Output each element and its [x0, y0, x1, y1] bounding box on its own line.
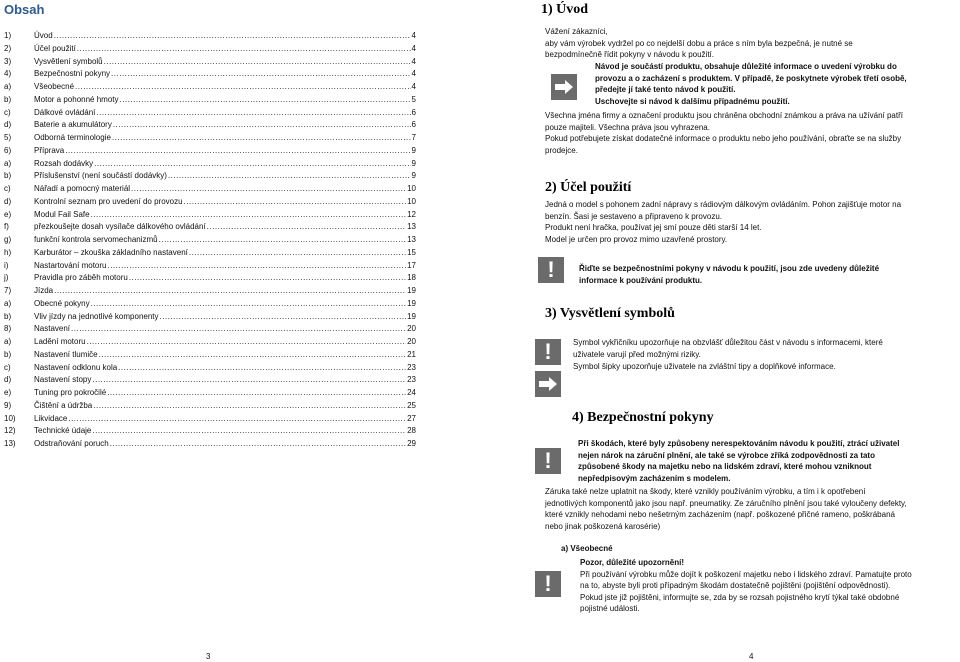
toc-entry-number: d)	[4, 120, 12, 130]
toc-entry-number: 5)	[4, 133, 12, 142]
section-1-intro	[545, 26, 955, 61]
toc-entry-title: Příslušenství (není součástí dodávky)	[34, 171, 167, 181]
toc-entry-page: 20	[407, 337, 416, 346]
toc-entry[interactable]	[4, 170, 416, 183]
toc-entry-page: 9	[411, 145, 416, 155]
toc-leader-dots	[87, 336, 407, 349]
toc-entry[interactable]	[4, 400, 416, 413]
toc-leader-dots	[207, 221, 406, 234]
toc-entry-page: 19	[407, 298, 416, 308]
toc-entry-page: 12	[407, 209, 416, 219]
toc-entry-title: Dálkové ovládání	[34, 107, 96, 117]
toc-entry-page: 29	[407, 439, 416, 448]
toc-entry-number: 8)	[4, 324, 12, 334]
toc-entry[interactable]	[4, 94, 416, 107]
toc-entry-page: 20	[407, 324, 416, 334]
toc-leader-dots	[104, 56, 411, 69]
toc-leader-dots	[75, 81, 411, 94]
section-2-warning	[579, 263, 949, 286]
exclamation-icon: !	[535, 339, 561, 365]
text-line: Jedná o model s pohonem zadní nápravy s rádiovým dálkovým ovládáním. Pohon zajišťuje motor na	[545, 200, 902, 209]
toc-entry-number: 3)	[4, 56, 12, 66]
toc-entry-number: 10)	[4, 413, 16, 423]
left-page	[0, 0, 430, 662]
section-3-title: 3) Vysvětlení symbolů	[545, 306, 675, 321]
toc-entry-page: 9	[411, 158, 416, 168]
toc-entry-title: Tuning pro pokročilé	[34, 388, 107, 397]
toc-entry[interactable]	[4, 247, 416, 260]
toc-entry-page: 13	[407, 222, 416, 232]
toc-leader-dots	[120, 94, 411, 107]
toc-entry[interactable]	[4, 158, 416, 171]
toc-entry[interactable]	[4, 68, 416, 81]
toc-entry-page: 28	[407, 426, 416, 436]
toc-leader-dots	[189, 247, 406, 260]
page-number-right: 4	[749, 652, 754, 661]
toc-entry-number: 2)	[4, 43, 12, 53]
toc-entry-number: j)	[4, 273, 9, 283]
toc-entry[interactable]	[4, 323, 416, 336]
text-line: Vážení zákazníci,	[545, 27, 608, 36]
toc-entry-page: 4	[411, 43, 416, 53]
toc-leader-dots	[54, 30, 411, 43]
text-line: pouze majiteli. Všechna práva jsou vyhrazena.	[545, 122, 710, 132]
arrow-right-icon	[551, 74, 577, 100]
toc-entry-page: 23	[407, 375, 416, 385]
toc-entry[interactable]	[4, 311, 416, 324]
toc-entry-number: c)	[4, 362, 11, 372]
toc-entry-page: 4	[411, 56, 416, 66]
text-line: předejte jí také tento návod k použití.	[595, 85, 736, 95]
section-3-exclamation-text	[573, 337, 953, 360]
toc-entry-title: Kontrolní seznam pro uvedení do provozu	[34, 196, 183, 206]
toc-leader-dots	[65, 145, 410, 158]
text-line: jednotlivých komponentů jako jsou např. pneumatiky. Ze záručního plnění jsou také vyloučeny defekty,	[545, 498, 907, 508]
toc-leader-dots	[110, 438, 406, 451]
exclamation-icon: !	[535, 448, 561, 474]
text-line: nejen nárok na záruční plnění, ale také se výrobce zříká zodpovědnosti za tato	[578, 450, 875, 460]
section-3-arrow-text: Symbol šipky upozorňuje uživatele na zvláštní tipy a doplňkové informace.	[573, 362, 836, 371]
toc-entry-title: Bezpečnostní pokyny	[34, 69, 111, 79]
toc-entry-number: a)	[4, 82, 12, 91]
toc-entry-number: 6)	[4, 145, 12, 155]
toc-entry[interactable]	[4, 56, 416, 69]
toc-entry-title: Nastavení odklonu kola	[34, 362, 118, 372]
toc-entry-title: Nastavení stopy	[34, 375, 92, 385]
toc-entry-page: 5	[411, 94, 416, 104]
arrow-right-icon	[535, 371, 561, 397]
toc-leader-dots	[184, 196, 407, 209]
text-line: nebo jinak poškozená karosérie)	[545, 521, 661, 531]
section-2-body	[545, 199, 955, 245]
toc-entry-number: 13)	[4, 439, 16, 448]
section-2-title: 2) Účel použití	[545, 180, 632, 195]
toc-entry-number: d)	[4, 196, 12, 206]
toc-leader-dots	[91, 298, 407, 311]
text-line: uživatele varují před možnými riziky.	[573, 349, 701, 359]
text-line: Všechna jména firmy a označení produktu jsou chráněna obchodní známkou a práva na užívání patří	[545, 111, 903, 120]
toc-entry-title: Vysvětlení symbolů	[34, 56, 103, 66]
text-line: které vznikly nehodami nebo nešetrným zacházením (např. poškozené přičné rameno, poškrábaná	[545, 510, 895, 520]
toc-leader-dots	[71, 323, 406, 336]
toc-entry-page: 4	[411, 31, 416, 40]
toc-entry-title: Nářadí a pomocný materiál	[34, 184, 131, 193]
toc-entry-title: Všeobecné	[34, 82, 75, 91]
toc-entry[interactable]	[4, 209, 416, 222]
toc-entry[interactable]	[4, 298, 416, 311]
text-line: způsobené škody na majetku nebo na lidském zdraví, které mohou vzniknout	[578, 462, 872, 472]
toc-entry-page: 15	[407, 247, 416, 257]
toc-entry-number: 7)	[4, 286, 12, 295]
toc-entry-title: Baterie a akumulátory	[34, 120, 112, 130]
toc-entry[interactable]	[4, 132, 416, 145]
toc-entry-page: 19	[407, 286, 416, 295]
toc-entry-title: Nastavení	[34, 324, 71, 334]
toc-entry-title: Příprava	[34, 145, 65, 155]
text-line: Symbol vykřičníku upozorňuje na obzvlášť důležitou část v návodu s informacemi, které	[573, 338, 883, 347]
text-line: provozu a o zacházení s produktem. V případě, že poskytnete výrobek třetí osobě,	[595, 73, 907, 83]
toc-entry-number: b)	[4, 349, 12, 359]
toc-entry-page: 7	[411, 133, 416, 142]
right-page	[480, 0, 960, 662]
toc-entry[interactable]	[4, 30, 416, 43]
toc-entry-title: Odstraňování poruch	[34, 439, 109, 448]
toc-entry-title: Motor a pohonné hmoty	[34, 94, 119, 104]
toc-entry-page: 18	[407, 273, 416, 283]
toc-entry-title: Karburátor – zkouška základního nastavení	[34, 247, 188, 257]
toc-leader-dots	[131, 183, 406, 196]
toc-entry-title: funkční kontrola servomechanizmů	[34, 235, 158, 244]
toc-entry-number: f)	[4, 222, 9, 232]
toc-entry-page: 21	[407, 349, 416, 359]
toc-entry-number: 4)	[4, 69, 12, 79]
toc-entry-number: i)	[4, 260, 9, 270]
toc-leader-dots	[92, 425, 406, 438]
toc-entry[interactable]	[4, 221, 416, 234]
toc-entry-number: a)	[4, 298, 12, 308]
text-line: Při škodách, které byly způsobeny nerespektováním návodu k použití, ztrácí uživatel	[578, 439, 900, 448]
toc-entry-number: h)	[4, 247, 12, 257]
toc-entry[interactable]	[4, 438, 416, 451]
text-line: Uschovejte si návod k dalšímu případnému použití.	[595, 96, 790, 106]
toc-entry[interactable]	[4, 285, 416, 298]
toc-entry-page: 4	[411, 82, 416, 91]
toc-entry-title: Účel použití	[34, 43, 76, 53]
toc-entry-number: c)	[4, 107, 11, 117]
toc-leader-dots	[96, 107, 410, 120]
section-4a-label: a) Všeobecné	[561, 544, 613, 553]
toc-entry-number: b)	[4, 311, 12, 321]
toc-entry-page: 4	[411, 69, 416, 79]
toc-entry-page: 10	[407, 196, 416, 206]
toc-entry[interactable]	[4, 234, 416, 247]
toc-entry-title: Odborná terminologie	[34, 133, 111, 142]
toc-entry-page: 9	[411, 171, 416, 181]
toc-entry-title: přezkoušejte dosah vysílače dálkového ovládání	[34, 222, 206, 232]
toc-entry[interactable]	[4, 413, 416, 426]
toc-entry-page: 25	[407, 400, 416, 410]
toc-leader-dots	[99, 349, 407, 362]
text-line: prodejce.	[545, 145, 578, 155]
text-line: benzín. Šasi je sestaveno a připraveno k provozu.	[545, 211, 722, 221]
toc-entry[interactable]	[4, 43, 416, 56]
toc-entry[interactable]	[4, 374, 416, 387]
toc-entry-number: a)	[4, 158, 12, 168]
toc-entry-number: 12)	[4, 426, 16, 436]
toc-entry-number: 9)	[4, 400, 12, 410]
section-1-note	[595, 61, 955, 107]
toc-entry-title: Modul Fail Safe	[34, 209, 90, 219]
text-line: informace k používání produktu.	[579, 275, 703, 285]
toc-entry-title: Čištění a údržba	[34, 400, 93, 410]
toc-entry-title: Technické údaje	[34, 426, 92, 436]
text-line: Model je určen pro provoz mimo uzavřené prostory.	[545, 234, 728, 244]
toc-entry-title: Úvod	[34, 31, 53, 40]
toc-leader-dots	[54, 285, 406, 298]
toc-entry-page: 23	[407, 362, 416, 372]
toc-leader-dots	[111, 68, 411, 81]
toc-leader-dots	[68, 413, 406, 426]
toc-leader-dots	[93, 400, 406, 413]
toc-entry-title: Vliv jízdy na jednotlivé komponenty	[34, 311, 159, 321]
text-line: Při používání výrobku může dojít k poškození majetku nebo i lidského zdraví. Pamatujte proto	[580, 569, 912, 579]
toc-entry-number: c)	[4, 184, 11, 193]
toc-leader-dots	[107, 260, 406, 273]
text-line: na to, abyste byli proti případným škodám dostatečně pojištěni (pojištění odpovědnosti).	[580, 581, 891, 591]
section-4-title: 4) Bezpečnostní pokyny	[572, 410, 714, 425]
toc-leader-dots	[91, 209, 407, 222]
toc-entry-number: a)	[4, 337, 12, 346]
exclamation-icon: !	[538, 257, 564, 283]
toc-entry-title: Nastavení tlumiče	[34, 349, 98, 359]
toc-leader-dots	[168, 170, 411, 183]
toc-entry-page: 19	[407, 311, 416, 321]
section-4-body	[545, 486, 957, 532]
text-line: Pokud potřebujete získat dodatečné informace o produktu nebo jeho používání, obraťte se na služby	[545, 134, 902, 144]
toc-entry[interactable]	[4, 260, 416, 273]
toc-entry-page: 13	[407, 235, 416, 244]
toc-leader-dots	[113, 119, 411, 132]
section-4a-title: Pozor, důležité upozornění!	[580, 558, 684, 567]
text-line: pojistné události.	[580, 604, 640, 614]
toc-title: Obsah	[4, 2, 45, 17]
toc-entry[interactable]	[4, 119, 416, 132]
text-line: Řiďte se bezpečnostními pokyny v návodu k použití, jsou zde uvedeny důležité	[579, 264, 880, 273]
table-of-contents	[4, 30, 416, 451]
toc-entry[interactable]	[4, 336, 416, 349]
toc-leader-dots	[129, 272, 406, 285]
toc-entry-title: Pravidla pro záběh motoru	[34, 273, 128, 283]
text-line: nepředpisovým zacházením s modelem.	[578, 473, 731, 483]
toc-leader-dots	[77, 43, 411, 56]
text-line: aby vám výrobek vydržel po co nejdelší dobu a práce s ním byla bezpečná, je nutné se	[545, 38, 853, 48]
toc-entry[interactable]	[4, 196, 416, 209]
toc-entry-number: b)	[4, 94, 12, 104]
toc-entry-page: 6	[411, 107, 416, 117]
section-4a-content	[580, 557, 955, 615]
toc-entry-title: Ladění motoru	[34, 337, 86, 346]
toc-leader-dots	[160, 311, 407, 324]
toc-entry-page: 17	[407, 260, 416, 270]
toc-entry-title: Obecné pokyny	[34, 298, 90, 308]
text-line: Záruka také nelze uplatnit na škody, které vznikly používáním výrobku, a tím i k opotřebení	[545, 487, 866, 496]
toc-entry-title: Nastartování motoru	[34, 260, 107, 270]
toc-entry-title: Likvidace	[34, 413, 68, 423]
toc-entry[interactable]	[4, 272, 416, 285]
toc-entry[interactable]	[4, 81, 416, 94]
toc-entry[interactable]	[4, 145, 416, 158]
toc-leader-dots	[159, 234, 406, 247]
text-line: Produkt není hračka, používat jej smí pouze děti starší 14 let.	[545, 223, 762, 233]
toc-entry[interactable]	[4, 183, 416, 196]
toc-entry-number: e)	[4, 209, 12, 219]
toc-entry-page: 10	[407, 184, 416, 193]
toc-entry[interactable]	[4, 349, 416, 362]
toc-entry-number: b)	[4, 171, 12, 181]
text-line: bezpodmínečně řídit pokyny v návodu k použití.	[545, 50, 714, 60]
toc-leader-dots	[107, 387, 406, 400]
exclamation-icon: !	[535, 571, 561, 597]
toc-leader-dots	[112, 132, 411, 145]
toc-entry-page: 24	[407, 388, 416, 397]
toc-entry[interactable]	[4, 362, 416, 375]
toc-entry[interactable]	[4, 425, 416, 438]
toc-leader-dots	[118, 362, 406, 375]
toc-entry-number: 1)	[4, 31, 12, 40]
toc-leader-dots	[94, 158, 410, 171]
toc-entry-title: Jízda	[34, 286, 54, 295]
toc-entry[interactable]	[4, 387, 416, 400]
toc-entry-number: d)	[4, 375, 12, 385]
toc-entry-number: e)	[4, 388, 12, 397]
toc-entry[interactable]	[4, 107, 416, 120]
text-line: Pokud jste již pojištěni, informujte se, zda by se rozsah pojistného krytí týkal také obdobné	[580, 592, 900, 602]
toc-entry-page: 27	[407, 413, 416, 423]
section-1-body	[545, 110, 955, 156]
toc-leader-dots	[92, 374, 406, 387]
toc-entry-number: g)	[4, 235, 12, 244]
section-1-title: 1) Úvod	[541, 2, 589, 17]
page-number-left: 3	[206, 652, 211, 661]
toc-entry-title: Rozsah dodávky	[34, 158, 94, 168]
section-4-warning	[578, 438, 953, 484]
toc-entry-page: 6	[411, 120, 416, 130]
text-line: Návod je součástí produktu, obsahuje důležité informace o uvedení výrobku do	[595, 62, 897, 71]
